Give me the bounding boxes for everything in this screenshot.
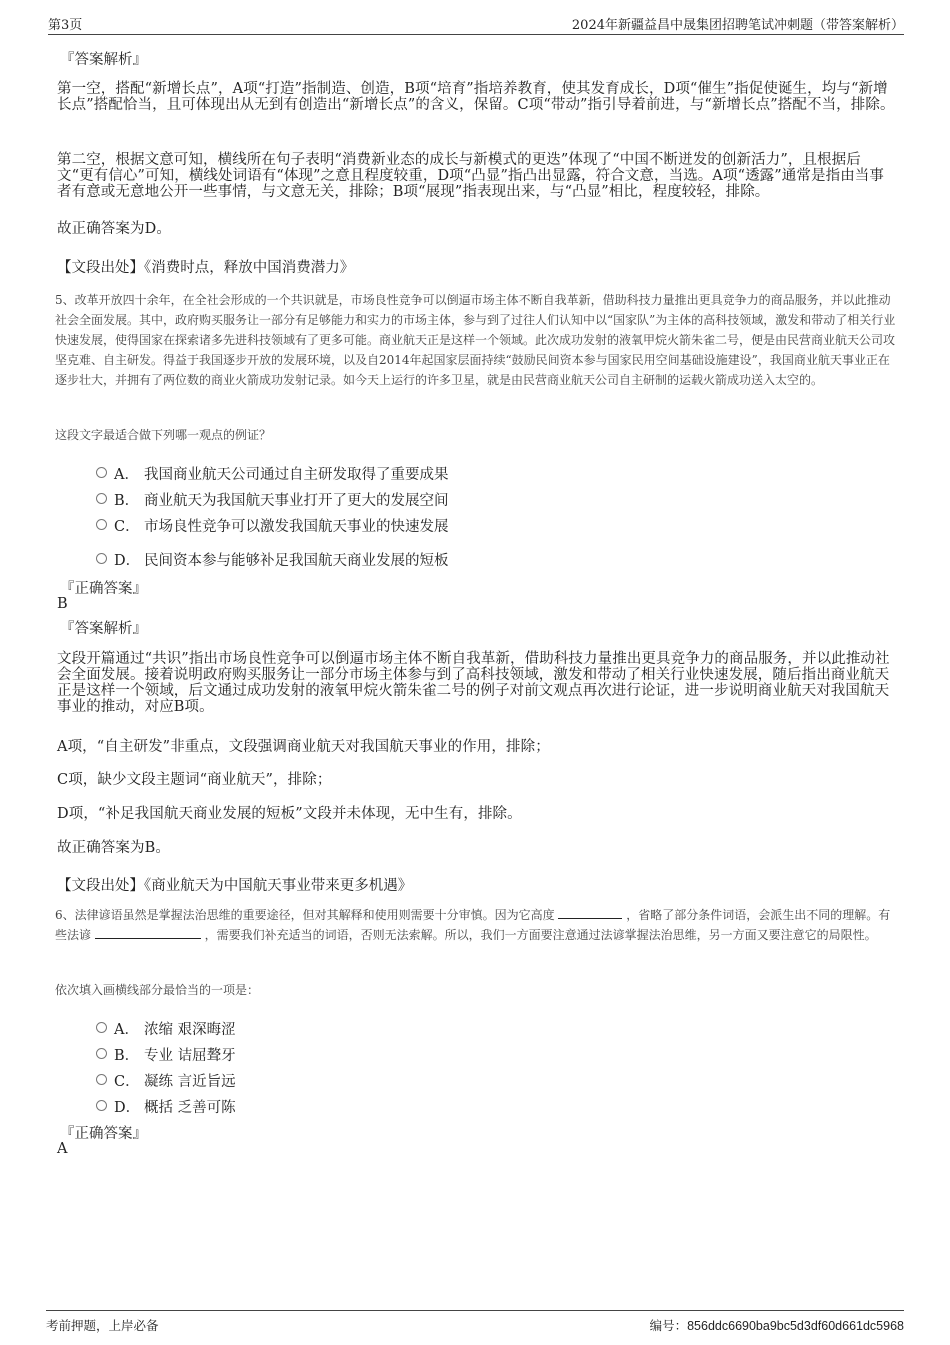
option-text: 概括 乏善可陈 [144, 1100, 236, 1116]
q6-stem-part2: ，省略了部分条件词语，会派生出不同的理解。有些法谚 [55, 908, 891, 942]
q5-source: 【文段出处】《商业航天为中国航天事业带来更多机遇》 [57, 878, 413, 894]
q4-conclusion: 故正确答案为D。 [57, 221, 171, 237]
option-letter: A． [114, 1022, 139, 1038]
q4-source: 【文段出处】《消费时点，释放中国消费潜力》 [57, 260, 355, 276]
option-text: 市场良性竞争可以激发我国航天事业的快速发展 [144, 519, 449, 535]
q5-analysis-a: A项，“自主研发”非重点，文段强调商业航天对我国航天事业的作用，排除； [57, 739, 550, 755]
radio-icon[interactable] [96, 553, 107, 564]
option-letter: D． [114, 1100, 141, 1116]
q5-conclusion: 故正确答案为B。 [57, 840, 170, 856]
radio-icon[interactable] [96, 1048, 107, 1059]
document-title: 2024年新疆益昌中晟集团招聘笔试冲刺题（带答案解析） [571, 18, 904, 33]
q5-stem: 5、改革开放四十余年，在全社会形成的一个共识就是，市场良性竞争可以倒逼市场主体不断自我革新，借助科技力量推出更具竞争力的商品服务，并以此推动社会全面发展。其中，政府购买服务让一部分有足够能力和实力的市场主体，参与到了过往人们认知中以“国家队”为主体的高科技领域，激发和带动了相关行业快速发展，使得国家在探索诸多先进科技领域有了更多可能。商业航天正是这样一个领域。此次成功发射的液氧甲烷火箭朱雀二号，便是由民营商业航天公司攻坚克难、自主研发。得益于我国逐步开放的发展环境，以及自2014年起国家层面持续“鼓励民间资本参与国家民用空间基础设施建设”，我国商业航天事业正在逐步壮大，并拥有了两位数的商业火箭成功发射记录。如今天上运行的许多卫星，就是由民营商业航天公司自主研制的运载火箭成功送入太空的。 [55, 293, 896, 387]
radio-icon[interactable] [96, 1074, 107, 1085]
q6-stem-part1: 6、法律谚语虽然是掌握法治思维的重要途径，但对其解释和使用则需要十分审慎。因为它高度 [55, 908, 555, 922]
q4-analysis-p2: 第二空，根据文意可知，横线所在句子表明“消费新业态的成长与新模式的更迭”体现了“中国不断迸发的创新活力”，且根据后文“更有信心”可知，横线处词语有“体现”之意且程度较重，D项“凸显”指凸出显露，符合文意，当选。A项“透露”通常是指由当事者有意或无意地公开一些事情，与文意无关，排除；B项“展现”指表现出来，与“凸显”相比，程度较轻，排除。 [57, 152, 884, 200]
option-letter: D． [114, 553, 141, 569]
q6-question: 依次填入画横线部分最恰当的一项是： [55, 983, 260, 997]
document-code [650, 1316, 904, 1334]
option-text: 专业 诘屈聱牙 [144, 1048, 236, 1064]
q6-stem [55, 905, 897, 945]
fill-blank-2[interactable] [95, 926, 201, 939]
page-footer [46, 1310, 904, 1335]
fill-blank-1[interactable] [558, 906, 622, 919]
option-letter: A． [114, 467, 139, 483]
option-text: 我国商业航天公司通过自主研发取得了重要成果 [144, 467, 449, 483]
q5-analysis-c: C项，缺少文段主题词“商业航天”，排除； [57, 772, 332, 788]
code-value: 856ddc6690ba9bc5d3df60d661dc5968 [687, 1319, 904, 1333]
q6-answer: A [57, 1141, 68, 1157]
radio-icon[interactable] [96, 1022, 107, 1033]
footer-slogan: 考前押题，上岸必备 [46, 1318, 159, 1333]
option-letter: C． [114, 519, 140, 535]
option-letter: B． [114, 1048, 140, 1064]
radio-icon[interactable] [96, 1100, 107, 1111]
option-text: 浓缩 艰深晦涩 [144, 1022, 236, 1038]
q5-analysis-d: D项，“补足我国航天商业发展的短板”文段并未体现，无中生有，排除。 [57, 806, 522, 822]
radio-icon[interactable] [96, 519, 107, 530]
radio-icon[interactable] [96, 493, 107, 504]
q5-answer: B [57, 596, 68, 612]
radio-icon[interactable] [96, 467, 107, 478]
q5-answer-label: 『正确答案』 [60, 581, 147, 597]
q5-analysis-label: 『答案解析』 [60, 621, 147, 637]
q5-analysis-p1: 文段开篇通过“共识”指出市场良性竞争可以倒逼市场主体不断自我革新，借助科技力量推出更具竞争力的商品服务，并以此推动社会全面发展。接着说明政府购买服务让一部分市场主体参与到了高科技领域，激发和带动了相关行业快速发展，随后指出商业航天正是这样一个领域，后文通过成功发射的液氧甲烷火箭朱雀二号的例子对前文观点再次进行论证，进一步说明商业航天对我国航天事业的推动，对应B项。 [57, 651, 890, 715]
code-label: 编号： [649, 1319, 688, 1333]
page-number: 第3页 [48, 18, 83, 33]
q4-analysis-label: 『答案解析』 [60, 52, 147, 68]
option-letter: C． [114, 1074, 140, 1090]
q5-question: 这段文字最适合做下列哪一观点的例证？ [55, 428, 272, 442]
q6-answer-label: 『正确答案』 [60, 1126, 147, 1142]
option-text: 民间资本参与能够补足我国航天商业发展的短板 [144, 553, 449, 569]
q6-stem-part3: ，需要我们补充适当的词语，否则无法索解。所以，我们一方面要注意通过法谚掌握法治思维，另一方面又要注意它的局限性。 [204, 928, 877, 942]
q4-analysis-p1: 第一空，搭配“新增长点”，A项“打造”指制造、创造，B项“培育”指培养教育，使其发育成长，D项“催生”指促使诞生，均与“新增长点”搭配恰当，且可体现出从无到有创造出“新增长点”的含义，保留。C项“带动”指引导着前进，与“新增长点”搭配不当，排除。 [57, 81, 895, 113]
option-text: 凝练 言近旨远 [144, 1074, 236, 1090]
option-letter: B． [114, 493, 140, 509]
option-text: 商业航天为我国航天事业打开了更大的发展空间 [144, 493, 449, 509]
